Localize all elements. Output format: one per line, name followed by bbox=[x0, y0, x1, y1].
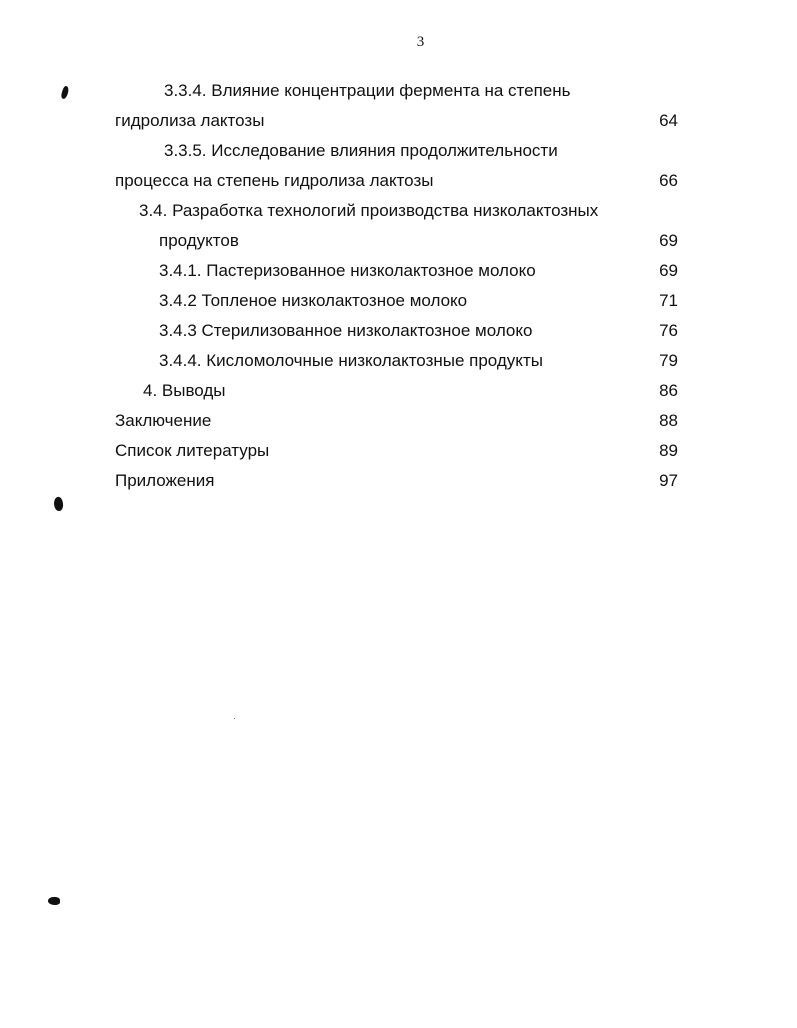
toc-entry-3-4-1: 3.4.1. Пастеризованное низколактозное молоко bbox=[159, 261, 536, 280]
toc-entry-3-3-5-line1: 3.3.5. Исследование влияния продолжительности bbox=[164, 141, 558, 160]
toc-entry-3-4-page: 69 bbox=[659, 231, 678, 250]
toc-entry-4-page: 86 bbox=[659, 381, 678, 400]
toc-entry-appendices-page: 97 bbox=[659, 471, 678, 490]
toc-entry-4: 4. Выводы bbox=[143, 381, 226, 400]
toc-entry-3-4-4: 3.4.4. Кисломолочные низколактозные продукты bbox=[159, 351, 543, 370]
toc-entry-appendices: Приложения bbox=[115, 471, 215, 490]
toc-entry-3-4-2: 3.4.2 Топленое низколактозное молоко bbox=[159, 291, 468, 310]
page-number: 3 bbox=[416, 34, 425, 50]
toc-entry-3-4-1-page: 69 bbox=[659, 261, 678, 280]
toc-entry-3-3-4-page: 64 bbox=[659, 111, 678, 130]
scan-mark bbox=[48, 897, 60, 905]
toc-entry-3-3-5-page: 66 bbox=[659, 171, 678, 190]
toc-entry-3-4-3: 3.4.3 Стерилизованное низколактозное молоко bbox=[159, 321, 533, 340]
scan-mark bbox=[53, 496, 65, 512]
toc-entry-references: Список литературы bbox=[115, 441, 270, 460]
scan-mark bbox=[60, 85, 70, 99]
toc-entry-3-4-line2: продуктов bbox=[159, 231, 239, 250]
toc-entry-3-3-5-line2: процесса на степень гидролиза лактозы bbox=[115, 171, 434, 190]
scan-speck bbox=[234, 718, 235, 719]
toc-entry-3-3-4-line1: 3.3.4. Влияние концентрации фермента на степень bbox=[164, 81, 571, 100]
toc-entry-conclusion-page: 88 bbox=[659, 411, 678, 430]
toc-entry-references-page: 89 bbox=[659, 441, 678, 460]
toc-entry-3-4-2-page: 71 bbox=[659, 291, 678, 310]
toc-entry-3-3-4-line2: гидролиза лактозы bbox=[115, 111, 265, 130]
toc-entry-3-4-4-page: 79 bbox=[659, 351, 678, 370]
toc-entry-3-4-line1: 3.4. Разработка технологий производства низколактозных bbox=[139, 201, 599, 220]
toc-entry-conclusion: Заключение bbox=[115, 411, 212, 430]
toc-entry-3-4-3-page: 76 bbox=[659, 321, 678, 340]
